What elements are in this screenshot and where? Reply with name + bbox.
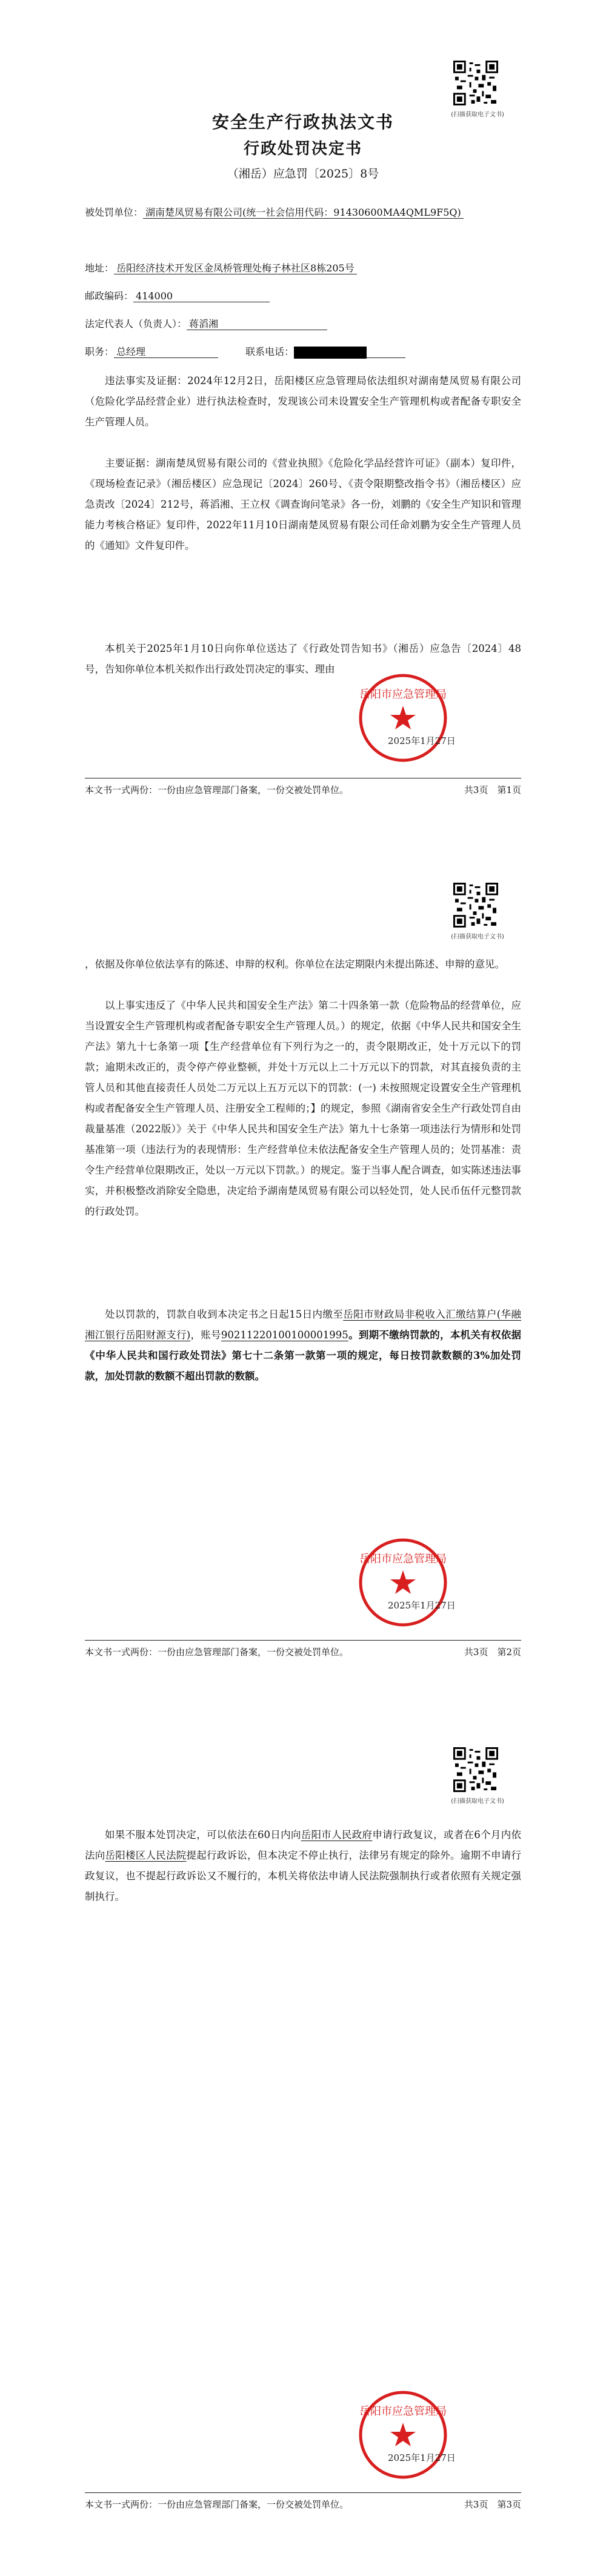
official-seal-graphic — [358, 1537, 448, 1628]
main-evidence-paragraph: 主要证据：湖南楚凤贸易有限公司的《营业执照》《危险化学品经营许可证》（副本）复印件，《现场检查记录》（湘岳楼区）应急现记〔2024〕260号、《责令限期整改指令书》（湘岳楼区）应急责改〔2024〕212号，蒋滔湘、王立权《调查询问笔录》各一份，刘鹏的《安全生产知识和管理能力考核合格证》复印件，2022年11月10日湖南楚凤贸易有限公司任命刘鹏为安全生产管理人员的《通知》文件复印件。 — [85, 457, 521, 551]
legal-basis-paragraph: 以上事实违反了《中华人民共和国安全生产法》第二十四条第一款（危险物品的经营单位，应当设置安全生产管理机构或者配备专职安全生产管理人员。）的规定，依据《中华人民共和国安全生产法》第九十七条第一项【生产经营单位有下列行为之一的，责令限期改正，处十万元以下的罚款；逾期未改正的，责令停产停业整顿，并处十万元以上二十万元以下的罚款，对其直接负责的主管人员和其他直接责任人员处二万元以上五万元以下的罚款：(一) 未按照规定设置安全生产管理机构或者配备安全生产管理人员、注册安全工程师的；】的规定，参照《湖南省安全生产行政处罚自由裁量基准（2022版）》关于《中华人民共和国安全生产法》第九十七条第一项违法行为情形和处罚基准第一项（违法行为的表现情形：生产经营单位未依法配备安全生产管理人员的；处罚基准：责令生产经营单位限期改正，处以一万元以下罚款。）的规定。鉴于当事人配合调查，如实陈述违法事实，并积极整改消除安全隐患，决定给予湖南楚凤贸易有限公司以轻处罚，处人民币伍仟元整罚款的行政处罚。 — [85, 1000, 521, 1217]
qr-code-icon — [453, 61, 498, 105]
official-seal-graphic — [358, 672, 448, 763]
page-number: 共3页 第2页 — [464, 1647, 521, 1658]
late-payment-clause: 。到期不缴纳罚款的，本机关有权依据《中华人民共和国行政处罚法》第七十二条第一款第一项的规定，每日按罚款数额的3%加处罚款，加处罚款的数额不超出罚款的数额。 — [85, 1329, 522, 1382]
payment-account-label: ，账号 — [190, 1329, 221, 1341]
payment-intro: 处以罚款的，罚款自收到本决定书之日起15日内缴至 — [105, 1309, 344, 1320]
footer — [85, 1645, 521, 1658]
document-title: 安全生产行政执法文书 — [211, 112, 394, 132]
seal-text: 岳阳市应急管理局 — [359, 688, 447, 701]
phone-label: 联系电话： — [245, 346, 295, 357]
qr-code-icon — [453, 883, 498, 928]
qr-caption: (扫描获取电子文书) — [451, 1798, 504, 1805]
official-seal-icon — [358, 1537, 448, 1628]
page-number: 共3页 第3页 — [464, 2499, 521, 2510]
postcode-field — [85, 287, 521, 305]
page-number: 共3页 第1页 — [464, 785, 521, 795]
seal-text: 岳阳市应急管理局 — [359, 2405, 447, 2418]
footer-text: 本文书一式两份：一份由应急管理部门备案，一份交被处罚单位。 — [85, 1647, 349, 1658]
party-value: 湖南楚凤贸易有限公司(统一社会信用代码：91430600MA4QML9F5Q) — [143, 207, 464, 219]
footer-text: 本文书一式两份：一份由应急管理部门备案，一份交被处罚单位。 — [85, 2499, 349, 2510]
violation-facts-paragraph: 违法事实及证据：2024年12月2日，岳阳楼区应急管理局依法组织对湖南楚凤贸易有限公司（危险化学品经营企业）进行执法检查时，发现该公司未设置安全生产管理机构或者配备专职安全生产管理人员。 — [85, 375, 521, 428]
payment-account-number: 90211220100100001995 — [221, 1329, 348, 1341]
appeal-text-3: 提起行政诉讼，但本决定不停止执行，法律另有规定的除外。逾期不申请行政复议，也不提起行政诉讼又不履行的，本机关将依法申请人民法院强制执行或者依照有关规定强制执行。 — [85, 1850, 521, 1902]
seal-date: 2025年1月27日 — [388, 735, 456, 746]
qr-code-graphic — [453, 61, 498, 105]
legal-rep-label: 法定代表人（负责人）： — [85, 318, 187, 330]
position-label: 职务： — [85, 346, 115, 357]
appeal-text-2: 申请行政复议，或者在6个月内依法向 — [85, 1829, 522, 1861]
document-page-3 — [0, 1717, 606, 2575]
footer — [85, 783, 521, 796]
phone-redaction — [294, 347, 367, 359]
phone-underline — [367, 346, 405, 358]
position-value: 总经理 — [114, 346, 218, 358]
appeal-text-1: 如果不服本处罚决定，可以依法在60日内向 — [105, 1829, 301, 1841]
document-subtitle: 行政处罚决定书 — [243, 140, 362, 158]
footer-text: 本文书一式两份：一份由应急管理部门备案，一份交被处罚单位。 — [85, 785, 349, 795]
qr-code-icon — [453, 1747, 498, 1792]
payment-paragraph — [85, 1304, 521, 1387]
seal-date: 2025年1月27日 — [388, 2452, 456, 2463]
address-value: 岳阳经济技术开发区金凤桥管理处梅子林社区8栋205号 — [114, 262, 357, 274]
address-label: 地址： — [85, 262, 115, 274]
party-field — [85, 204, 521, 222]
appeal-paragraph — [85, 1825, 521, 1907]
official-seal-icon — [358, 2389, 448, 2480]
postcode-label: 邮政编码： — [85, 290, 134, 302]
position-field — [85, 343, 521, 361]
footer-divider — [85, 2492, 521, 2493]
official-seal-icon — [358, 672, 448, 763]
address-field — [85, 259, 521, 277]
notice-paragraph-continued: ，依据及你单位依法享有的陈述、申辩的权利。你单位在法定期限内未提出陈述、申辩的意见。 — [85, 958, 505, 970]
qr-code-graphic — [453, 883, 498, 928]
seal-text: 岳阳市应急管理局 — [359, 1553, 447, 1565]
payment-account-name: 岳阳市财政局非税收入汇缴结算户(华融湘江银行岳阳财源支行) — [85, 1309, 521, 1341]
review-authority: 岳阳市人民政府 — [301, 1829, 373, 1841]
footer — [85, 2498, 521, 2511]
qr-caption: (扫描获取电子文书) — [451, 111, 504, 118]
qr-code-graphic — [453, 1747, 498, 1792]
postcode-value: 414000 — [133, 290, 270, 302]
legal-rep-field — [85, 315, 521, 333]
document-page-1 — [0, 0, 606, 858]
document-number: （湘岳）应急罚〔2025〕8号 — [227, 167, 379, 181]
qr-caption: (扫描获取电子文书) — [451, 934, 504, 940]
party-label: 被处罚单位： — [85, 207, 144, 218]
footer-divider — [85, 1640, 521, 1641]
seal-date: 2025年1月27日 — [388, 1600, 456, 1611]
document-page-2 — [0, 858, 606, 1717]
legal-rep-value: 蒋滔湘 — [187, 318, 327, 330]
court-name: 岳阳楼区人民法院 — [105, 1850, 187, 1861]
official-seal-graphic — [358, 2389, 448, 2480]
notice-paragraph: 本机关于2025年1月10日向你单位送达了《行政处罚告知书》（湘岳）应急告〔2024〕48号，告知你单位本机关拟作出行政处罚决定的事实、理由 — [85, 643, 521, 675]
